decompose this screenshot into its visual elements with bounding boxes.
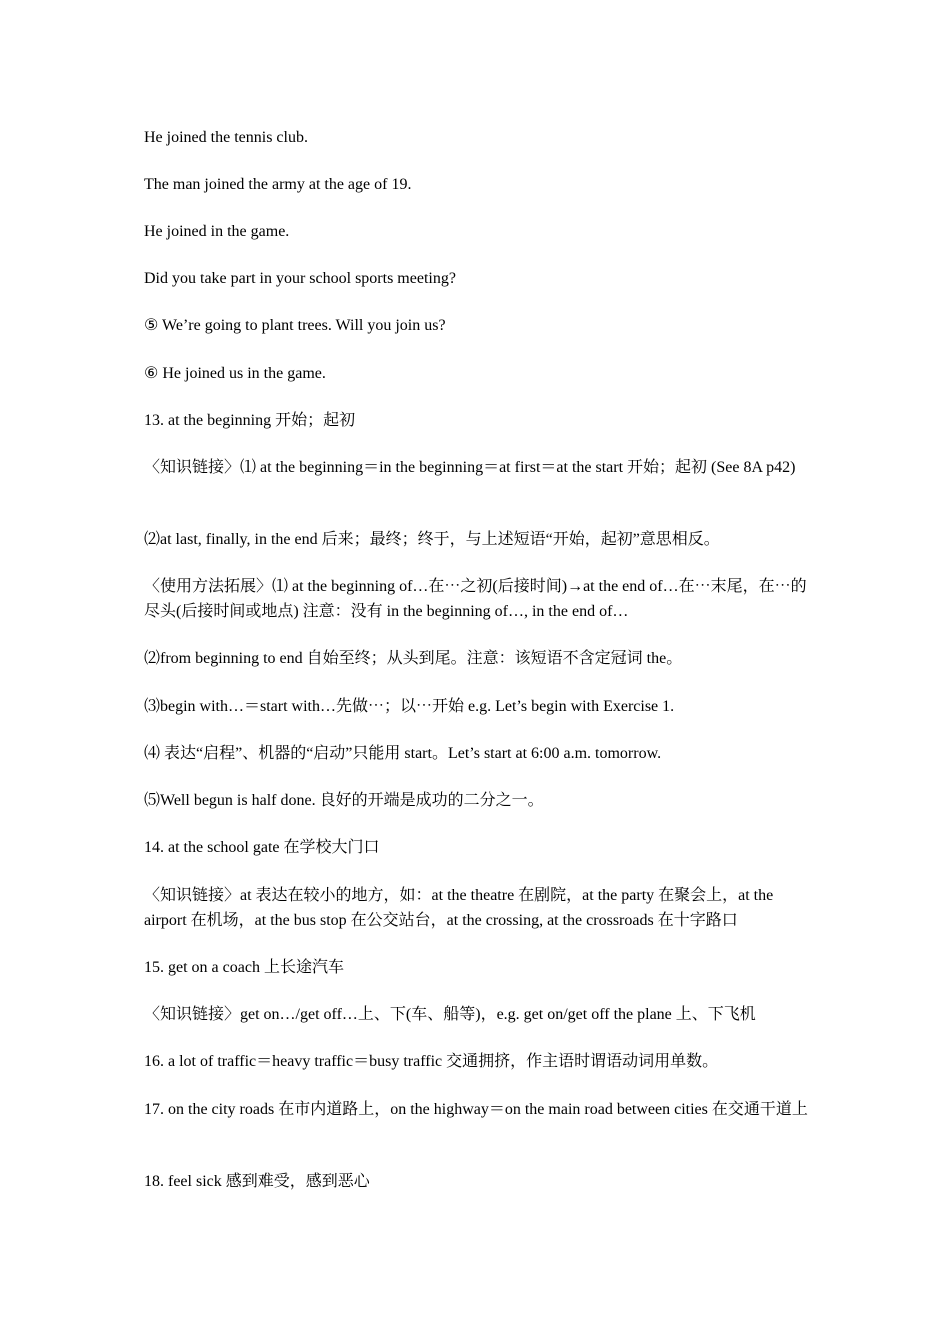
section-15-link: 〈知识链接〉get on…/get off…上、下(车、船等)，e.g. get on/get off the plane 上、下飞机 (144, 1006, 756, 1023)
section-13-usage-5: ⑸Well begun is half done. 良好的开端是成功的二分之一。 (144, 792, 544, 809)
section-13-link-2: ⑵at last, finally, in the end 后来；最终；终于，与上述短语“开始，起初”意思相反。 (144, 531, 720, 548)
section-13-heading: 13. at the beginning 开始；起初 (144, 412, 356, 429)
section-13-usage-4: ⑷ 表达“启程”、机器的“启动”只能用 start。Let’s start at 6:00 a.m. tomorrow. (144, 745, 662, 762)
paragraph-3: He joined in the game. (144, 223, 290, 240)
paragraph-6: ⑥ He joined us in the game. (144, 365, 326, 382)
paragraph-5: ⑤ We’re going to plant trees. Will you join us? (144, 317, 446, 334)
paragraph-1: He joined the tennis club. (144, 129, 308, 146)
section-16-heading: 16. a lot of traffic＝heavy traffic＝busy traffic 交通拥挤，作主语时谓语动词用单数。 (144, 1053, 719, 1070)
section-17-heading: 17. on the city roads 在市内道路上，on the highway＝on the main road between cities 在交通干道上 (144, 1101, 808, 1118)
paragraph-4: Did you take part in your school sports meeting? (144, 270, 456, 287)
section-15-heading: 15. get on a coach 上长途汽车 (144, 959, 344, 976)
section-13-usage-3: ⑶begin with…＝start with…先做⋯；以⋯开始 e.g. Let’s begin with Exercise 1. (144, 698, 675, 715)
section-14-heading: 14. at the school gate 在学校大门口 (144, 839, 380, 856)
section-13-link-1: 〈知识链接〉⑴ at the beginning＝in the beginning＝at first＝at the start 开始；起初 (See 8A p42) (144, 459, 796, 476)
paragraph-2: The man joined the army at the age of 19. (144, 176, 412, 193)
section-13-usage-1: 〈使用方法拓展〉⑴ at the beginning of…在⋯之初(后接时间)→at the end of…在⋯末尾，在⋯的尽头(后接时间或地点) 注意：没有 in the beginning of…, in the end of… (144, 578, 807, 620)
section-18-heading: 18. feel sick 感到难受，感到恶心 (144, 1173, 370, 1190)
section-13-usage-2: ⑵from beginning to end 自始至终；从头到尾。注意：该短语不含定冠词 the。 (144, 650, 683, 667)
section-14-link: 〈知识链接〉at 表达在较小的地方，如：at the theatre 在剧院，at the party 在聚会上，at the airport 在机场，at the bus stop 在公交站台，at the crossing, at the crossroads 在十字路口 (144, 887, 774, 929)
